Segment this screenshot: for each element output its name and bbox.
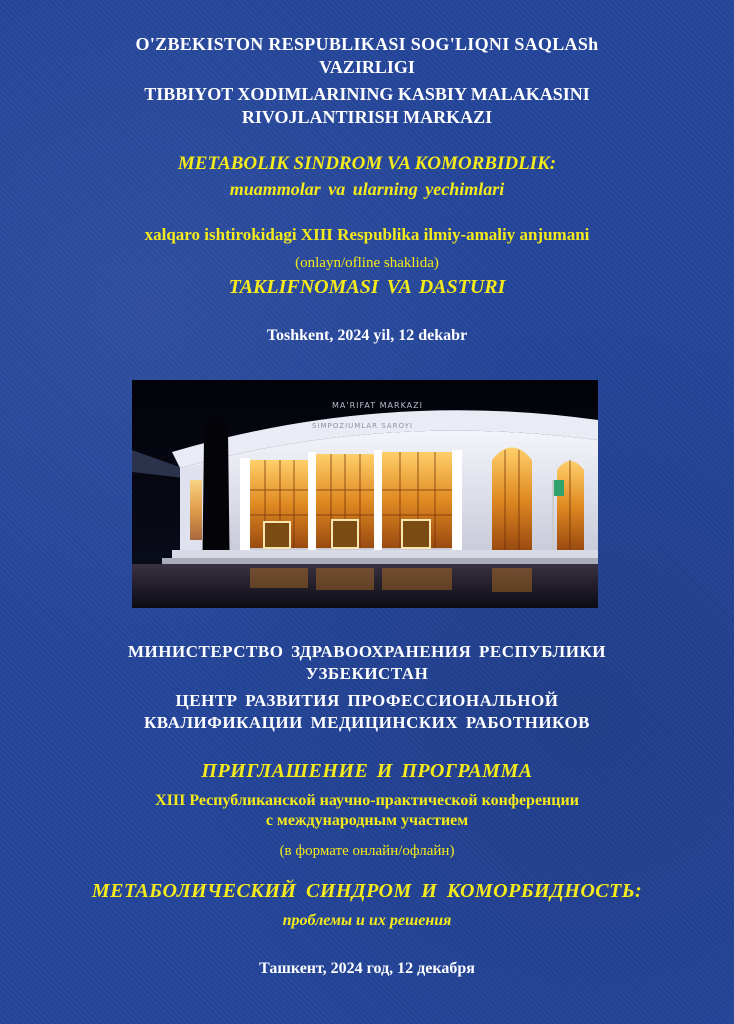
ru-ministry-line1: МИНИСТЕРСТВО ЗДРАВООХРАНЕНИЯ РЕСПУБЛИКИ (127, 642, 607, 661)
ru-conference-line1: XIII Республиканской научно-практической конференции (155, 792, 579, 809)
ru-center-line2: КВАЛИФИКАЦИИ МЕДИЦИНСКИХ РАБОТНИКОВ (143, 713, 591, 732)
ru-title-line2: проблемы и их решения (282, 912, 452, 929)
photo-sign-line2: SIMPOZIUMLAR SAROYI (312, 422, 413, 430)
ru-title-line1: МЕТАБОЛИЧЕСКИЙ СИНДРОМ И КОМОРБИДНОСТЬ: (91, 880, 643, 902)
uz-ministry-line1: O'ZBEKISTON RESPUBLIKASI SOG'LIQNI SAQLASh (135, 34, 599, 54)
uz-center-line1: TIBBIYOT XODIMLARINING KASBIY MALAKASINI (144, 84, 590, 104)
photo-sign-line1: MA'RIFAT MARKAZI (332, 401, 423, 410)
uz-conference: xalqaro ishtirokidagi XIII Respublika ilmiy-amaliy anjumani (144, 225, 590, 244)
uz-invitation-heading: TAKLIFNOMASI VA DASTURI (228, 276, 506, 298)
uz-center-line2: RIVOJLANTIRISH MARKAZI (241, 107, 493, 127)
ru-center-line1: ЦЕНТР РАЗВИТИЯ ПРОФЕССИОНАЛЬНОЙ (175, 691, 559, 710)
uz-format: (onlayn/ofline shaklida) (295, 255, 439, 271)
ru-format: (в формате онлайн/офлайн) (279, 843, 455, 859)
building-photo (132, 380, 598, 608)
uz-ministry-line2: VAZIRLIGI (319, 57, 415, 77)
uz-date: Toshkent, 2024 yil, 12 dekabr (266, 327, 468, 344)
uz-title-line2: muammolar va ularning yechimlari (229, 179, 505, 199)
ru-ministry-line2: УЗБЕКИСТАН (305, 664, 429, 683)
ru-invitation-heading: ПРИГЛАШЕНИЕ И ПРОГРАММА (201, 760, 533, 782)
ru-date: Ташкент, 2024 год, 12 декабря (259, 960, 475, 977)
ru-conference-line2: с международным участием (265, 812, 469, 829)
uz-title-line1: METABOLIK SINDROM VA KOMORBIDLIK: (177, 153, 557, 174)
